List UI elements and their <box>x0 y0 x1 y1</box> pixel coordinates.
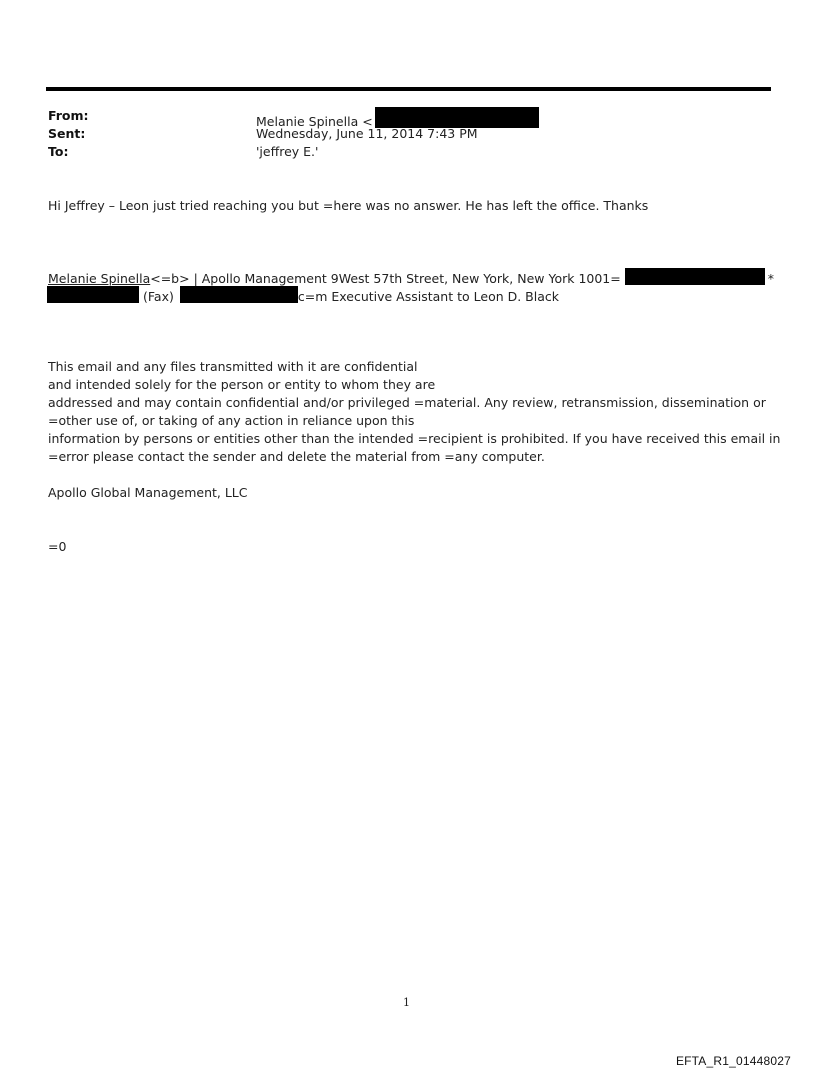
from-label: From: <box>48 108 89 123</box>
signature-line-2 <box>47 286 559 306</box>
redaction-box <box>180 286 298 303</box>
encoding-trailer: =0 <box>48 539 67 554</box>
disclaimer-line: This email and any files transmitted with it are confidential <box>48 359 418 374</box>
company-name: Apollo Global Management, LLC <box>48 485 248 500</box>
redaction-box <box>625 268 765 285</box>
sent-value: Wednesday, June 11, 2014 7:43 PM <box>256 126 478 141</box>
signature-address: <=b> | Apollo Management 9West 57th Street, New York, New York 1001= <box>150 271 621 286</box>
redaction-box <box>47 286 139 303</box>
disclaimer-line: =error please contact the sender and delete the material from =any computer. <box>48 449 545 464</box>
signature-name: Melanie Spinella <box>48 271 151 286</box>
disclaimer-line: addressed and may contain confidential and/or privileged =material. Any review, retransmission, dissemination or <box>48 395 766 410</box>
document-id: EFTA_R1_01448027 <box>675 1054 791 1068</box>
header-rule <box>46 87 771 91</box>
disclaimer-line: information by persons or entities other than the intended =recipient is prohibited. If you have received this email in <box>48 431 781 446</box>
message-greeting: Hi Jeffrey – Leon just tried reaching you but =here was no answer. He has left the office. Thanks <box>48 198 649 213</box>
page-number: 1 <box>403 996 410 1009</box>
signature-asterisk: * <box>767 271 774 286</box>
disclaimer-line: =other use of, or taking of any action in reliance upon this <box>48 413 415 428</box>
signature-title: c=m Executive Assistant to Leon D. Black <box>297 289 559 304</box>
sent-label: Sent: <box>48 126 86 141</box>
disclaimer-line: and intended solely for the person or entity to whom they are <box>48 377 436 392</box>
signature-fax-label: (Fax) <box>143 289 174 304</box>
signature-line-1 <box>48 268 774 288</box>
to-value: 'jeffrey E.' <box>256 144 319 159</box>
to-label: To: <box>48 144 69 159</box>
from-sender: Melanie Spinella < <box>256 114 373 129</box>
